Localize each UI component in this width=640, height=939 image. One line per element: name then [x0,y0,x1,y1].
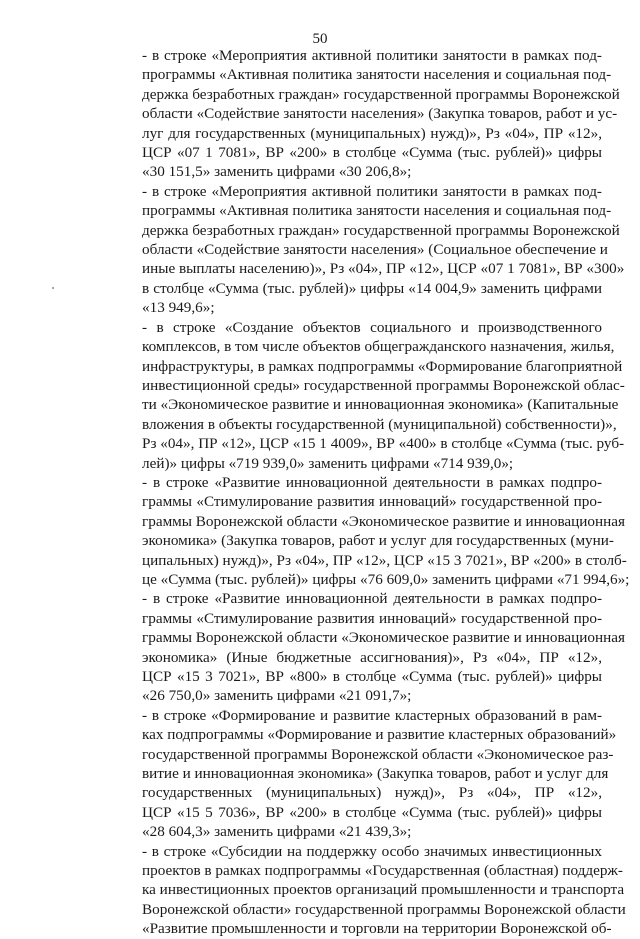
text-line: «13 949,6»; [142,299,215,317]
text-line: ка инвестиционных проектов организаций промышленности и транспорта [142,881,625,899]
text-line: - в строке «Формирование и развитие кластерных образований в рам- [142,706,602,724]
text-line: комплексов, в том числе объектов общегражданского назначения, жилья, [142,338,615,356]
paragraph-2 [106,182,625,318]
text-line: луг для государственных (муниципальных) нужд)», Рз «04», ПР «12», [142,124,602,142]
text-line: экономика» (Иные бюджетные ассигнования)», Рз «04», ПР «12», [142,648,602,666]
text-line: проектов в рамках подпрограммы «Государственная (областная) поддерж- [142,862,623,880]
text-line: «26 750,0» заменить цифрами «21 091,7»; [142,687,412,705]
text-line: граммы «Стимулирование развития инноваций» государственной про- [142,493,602,511]
text-line: Воронежской области» государственной программы Воронежской области [142,900,626,918]
text-line: иные выплаты населению)», Рз «04», ПР «12», ЦСР «07 1 7081», ВР «300» [142,260,625,278]
text-line: держка безработных граждан» государственной программы Воронежской [142,221,620,239]
text-line: «28 604,3» заменить цифрами «21 439,3»; [142,823,412,841]
page-number: 50 [312,31,328,47]
text-line: - в строке «Мероприятия активной политики занятости в рамках под- [142,182,602,200]
paragraph-6 [106,706,617,842]
text-line: экономика» (Закупка товаров, работ и услуг для государственных (муни- [142,532,614,550]
paragraph-1 [106,46,620,182]
paragraph-5 [106,589,626,705]
text-line: витие и инновационная экономика» (Закупка товаров, работ и услуг для [142,765,609,783]
text-line: ках подпрограммы «Формирование и развитие кластерных образований» [142,726,617,744]
text-line: - в строке «Развитие инновационной деятельности в рамках подпро- [142,590,602,608]
paragraph-4 [106,473,630,589]
text-line: программы «Активная политика занятости населения и социальная под- [142,202,612,220]
text-line: вложения в объекты государственной (муниципальной) собственности)», [142,415,617,433]
text-line: лей)» цифры «719 939,0» заменить цифрами «714 939,0»; [142,454,514,472]
scan-speck [52,287,54,289]
document-body [106,46,630,939]
text-line: держка безработных граждан» государственной программы Воронежской [142,85,620,103]
text-line: Рз «04», ПР «12», ЦСР «15 1 4009», ВР «400» в столбце «Сумма (тыс. руб- [142,435,625,453]
text-line: ти «Экономическое развитие и инновационная экономика» (Капитальные [142,396,619,414]
paragraph-3 [106,318,625,473]
text-line: «Развитие промышленности и торговли на территории Воронежской об- [142,920,612,938]
text-line: граммы «Стимулирование развития инноваций» государственной про- [142,609,602,627]
text-line: - в строке «Субсидии на поддержку особо значимых инвестиционных [142,842,602,860]
text-line: ЦСР «07 1 7081», ВР «200» в столбце «Сумма (тыс. рублей)» цифры [142,144,602,162]
text-line: це «Сумма (тыс. рублей)» цифры «76 609,0» заменить цифрами «71 994,6»; [142,570,630,588]
text-line: граммы Воронежской области «Экономическое развитие и инновационная [142,629,626,647]
text-line: инвестиционной среды» государственной программы Воронежской облас- [142,376,625,394]
text-line: программы «Активная политика занятости населения и социальная под- [142,66,612,84]
text-line: государственной программы Воронежской области «Экономическое раз- [142,745,614,763]
text-line: граммы Воронежской области «Экономическое развитие и инновационная [142,512,626,530]
paragraph-7 [106,842,626,939]
text-line: - в строке «Развитие инновационной деятельности в рамках подпро- [142,473,602,491]
text-line: - в строке «Создание объектов социального и производственного [142,318,602,336]
text-line: ципальных) нужд)», Рз «04», ПР «12», ЦСР «15 3 7021», ВР «200» в столб- [142,551,627,569]
text-line: инфраструктуры, в рамках подпрограммы «Формирование благоприятной [142,357,623,375]
text-line: ЦСР «15 5 7036», ВР «200» в столбце «Сумма (тыс. рублей)» цифры [142,803,602,821]
text-line: области «Содействие занятости населения» (Закупка товаров, работ и ус- [142,105,618,123]
text-line: «30 151,5» заменить цифрами «30 206,8»; [142,163,412,181]
text-line: в столбце «Сумма (тыс. рублей)» цифры «14 004,9» заменить цифрами [142,279,602,297]
text-line: области «Содействие занятости населения» (Социальное обеспечение и [142,241,608,259]
text-line: ЦСР «15 3 7021», ВР «800» в столбце «Сумма (тыс. рублей)» цифры [142,668,602,685]
text-line: - в строке «Мероприятия активной политики занятости в рамках под- [142,47,602,64]
text-line: государственных (муниципальных) нужд)», Рз «04», ПР «12», [142,784,602,802]
